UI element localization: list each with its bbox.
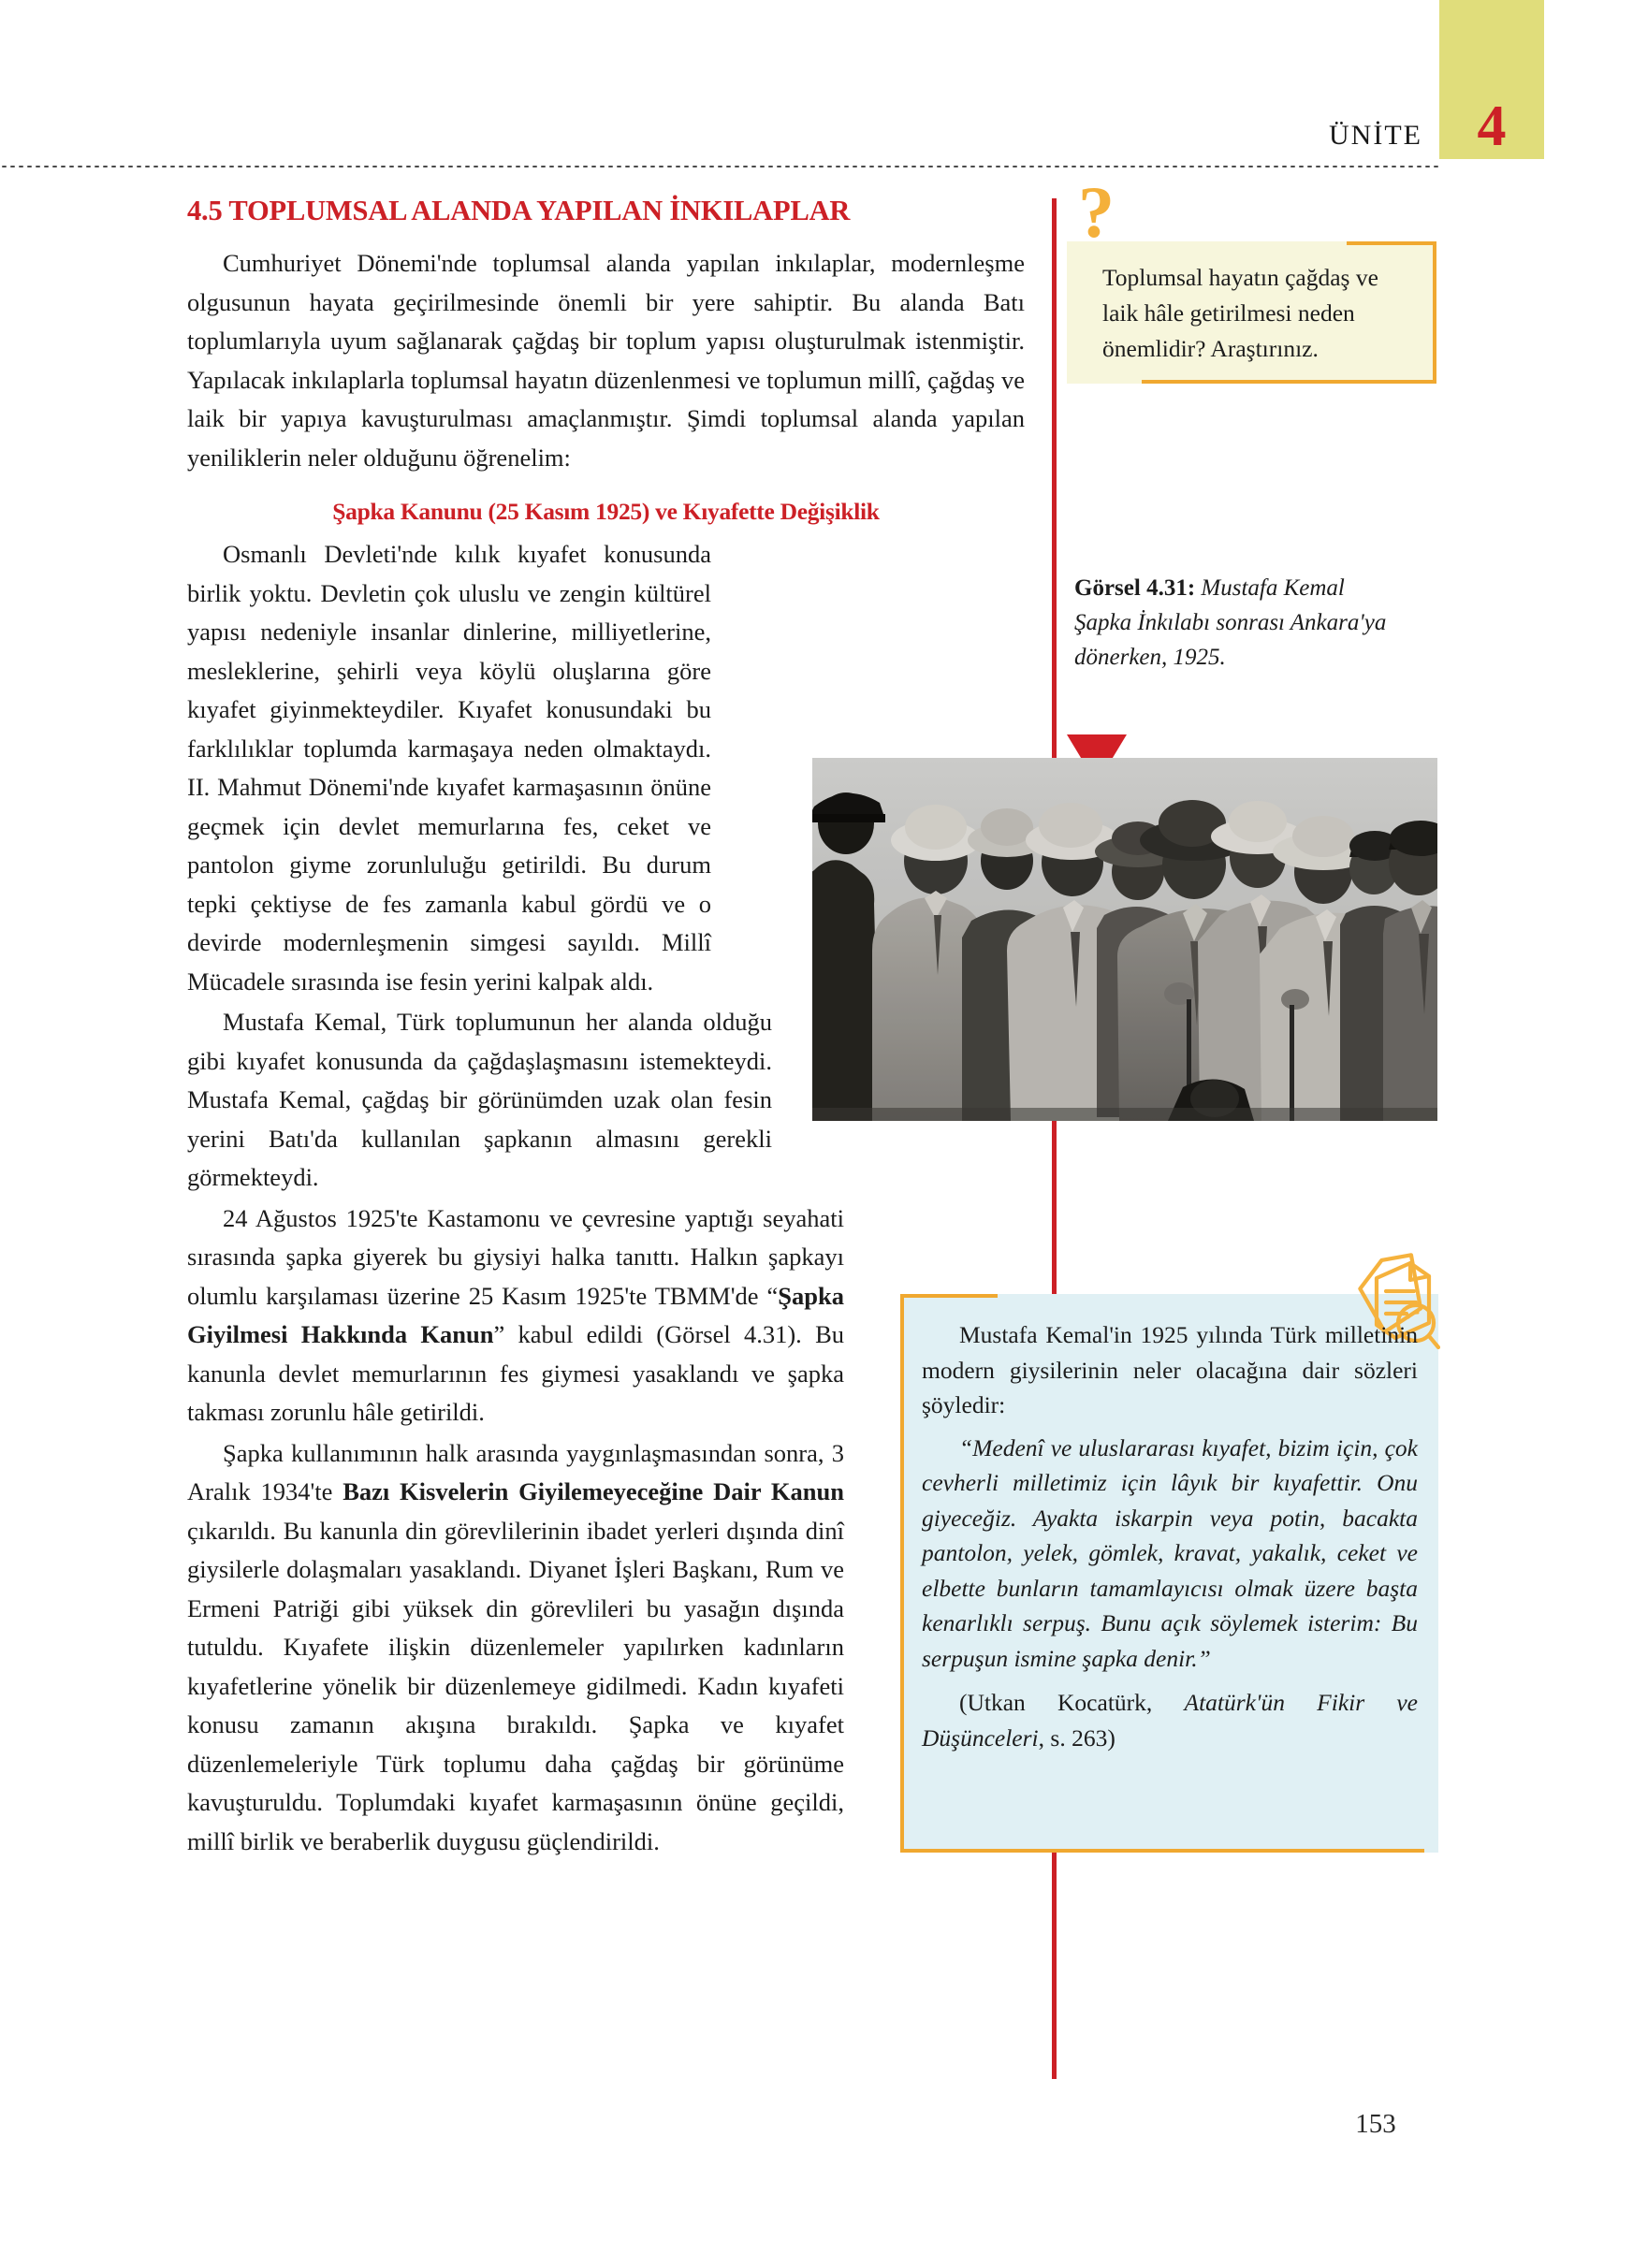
p5-text-a: Şapka kullanımının halk arasında yaygınlaşmasından sonra, 3 Aralık 1934'te (187, 1438, 844, 1505)
paragraph-hat-law (187, 1199, 844, 1432)
subsection-title: Şapka Kanunu (25 Kasım 1925) ve Kıyafette Değişiklik (332, 498, 880, 525)
question-box-bottom-border (1142, 380, 1436, 384)
paragraph-intro: Cumhuriyet Dönemi'nde toplumsal alanda yapılan inkılaplar, modernleşme olgusunun hayata geçirilmesinde önemli bir yere sahiptir. Bu alanda Batı toplumlarıyla uyum sağlanarak çağdaş bir toplum yapısı oluşturulmak istenmiştir. Yapılacak inkılaplarla toplumsal hayatın düzenlenmesi ve toplumun millî, çağdaş ve laik bir yapıya kavuşturulması amaçlanmıştır. Şimdi toplumsal alanda yapılan yeniliklerin neler olduğunu öğrenelim: (187, 249, 1025, 472)
question-mark-icon: ? (1078, 171, 1115, 253)
source-box-bottom-border (900, 1849, 1424, 1853)
section-title: 4.5 TOPLUMSAL ALANDA YAPILAN İNKILAPLAR (187, 195, 851, 226)
source-box-top-border (900, 1294, 998, 1298)
source-box-content (922, 1317, 1418, 1755)
figure-caption (1074, 571, 1402, 675)
question-text: Toplumsal hayatın çağdaş ve laik hâle getirilmesi neden önemlidir? Araştırınız. (1102, 264, 1378, 362)
p4-text-b: ” kabul edildi (Görsel 4.31). Bu kanunla devlet memurlarının fes giymesi yasaklandı ve şapka takması zorunlu hâle getirildi. (187, 1320, 844, 1426)
page-number: 153 (1355, 2109, 1396, 2139)
paragraph-mustafa-kemal-modernization: Mustafa Kemal, Türk toplumunun her alanda olduğu gibi kıyafet konusunda da çağdaşlaşmasını istemekteydi. Mustafa Kemal, çağdaş bir görünümden uzak olan fesin yerini Batı'da kullanılan şapkanın almasını gerekli görmekteydi. (187, 1008, 772, 1191)
figure-photograph (812, 758, 1437, 1121)
unit-number: 4 (1477, 94, 1507, 158)
p4-law-name: Şapka Giyilmesi Hakkında Kanun (187, 1281, 844, 1348)
figure-caption-label: Görsel 4.31: (1074, 575, 1196, 601)
source-citation (922, 1685, 1418, 1755)
p5-law-name: Bazı Kisvelerin Giyilemeyeceğine Dair Kanun (343, 1477, 844, 1505)
p5-text-b: çıkarıldı. Bu kanunla din görevlilerinin ibadet yerleri dışında dinî giysilerle dolaşmaları yasaklandı. Diyanet İşleri Başkanı, Rum ve Ermeni Patriği gibi yüksek din görevlileri bu yasağın dışında tutuldu. Kıyafete ilişkin düzenlemeler yapılırken kadınların kıyafetlerine yönelik bir düzenlemeye gidilmedi. Kadın kıyafeti konusu zamanın akışına bırakıldı. Şapka ve kıyafet düzenlemeleriyle Türk toplumu daha çağdaş bir görünüme kavuşturuldu. Toplumdaki kıyafet karmaşasının önüne geçildi, millî birlik ve beraberlik duygusu güçlendirildi. (187, 1516, 844, 1855)
question-box-top-border (1347, 241, 1436, 245)
p4-text-a: 24 Ağustos 1925'te Kastamonu ve çevresine yaptığı seyahati sırasında şapka giyerek bu giysiyi halka tanıttı. Halkın şapkayı olumlu karşılaması üzerine 25 Kasım 1925'te TBMM'de “ (187, 1203, 844, 1310)
paragraph-garment-law (187, 1434, 844, 1862)
citation-part-b: , s. 263) (1038, 1723, 1115, 1752)
unit-label: ÜNİTE (1329, 120, 1422, 151)
source-box-left-border (900, 1294, 904, 1853)
header-dotted-rule (0, 165, 1441, 168)
citation-part-a: (Utkan Kocatürk, (959, 1689, 1185, 1716)
citation-book-title: Atatürk'ün Fikir ve Düşünceleri (922, 1689, 1418, 1752)
source-intro: Mustafa Kemal'in 1925 yılında Türk milletinin modern giysilerinin neler olacağına dair sözleri şöyledir: (922, 1321, 1418, 1418)
question-box-right-border (1433, 241, 1436, 384)
figure-caption-text: Mustafa Kemal Şapka İnkılabı sonrası Ankara'ya dönerken, 1925. (1074, 575, 1387, 670)
paragraph-ottoman-dress: Osmanlı Devleti'nde kılık kıyafet konusunda birlik yoktu. Devletin çok uluslu ve zengin kültürel yapısı nedeniyle insanlar dinlerine, milliyetlerine, mesleklerine, şehirli veya köylü oluşlarına göre kıyafet giyinmekteydiler. Kıyafet konusundaki bu farklılıklar toplumda karmaşaya neden olmaktaydı. II. Mahmut Dönemi'nde kıyafet karmaşasının önüne geçmek için devlet memurlarına fes, ceket ve pantolon giyme zorunluluğu getirildi. Bu durum tepki çektiyse de fes zamanla kabul gördü ve o devirde modernleşmenin simgesi sayıldı. Millî Mücadele sırasında ise fesin yerini kalpak aldı. (187, 540, 711, 996)
source-quote: “Medenî ve uluslararası kıyafet, bizim için, çok cevherli milletimiz için lâyık bir kıyafettir. Onu giyeceğiz. Ayakta iskarpin veya potin, bacakta pantolon, yelek, gömlek, kravat, yakalık, ceket ve elbette bunların tamamlayıcısı olmak üzere başta kenarlıklı serpuş. Bunu açık söylemek isterim: Bu serpuşun ismine şapka denir.” (922, 1433, 1418, 1672)
